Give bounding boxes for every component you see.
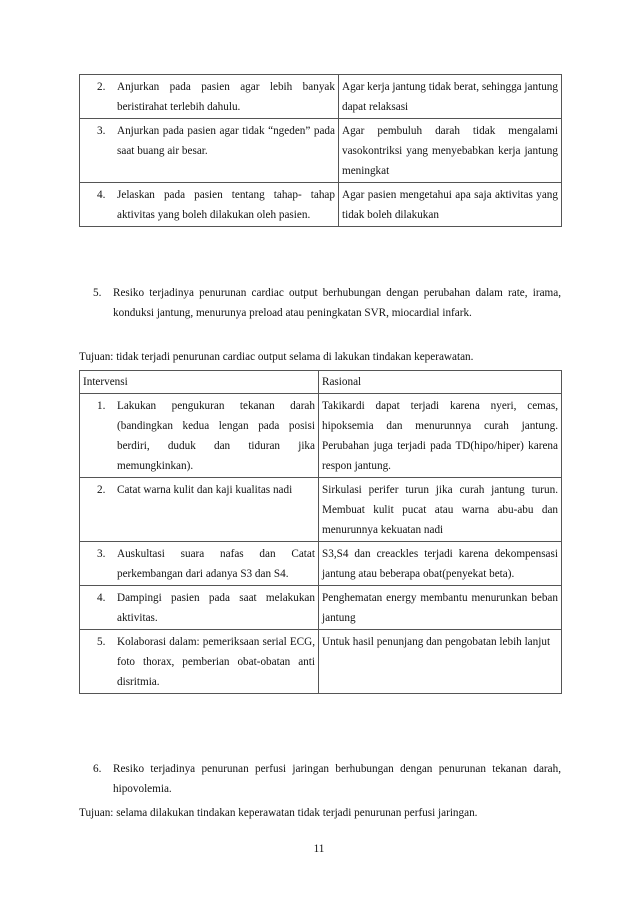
intervensi-text: Auskultasi suara nafas dan Catat perkembangan dari adanya S3 dan S4. <box>117 548 315 580</box>
table-row <box>80 586 562 630</box>
intervensi-text: Catat warna kulit dan kaji kualitas nadi <box>117 484 293 496</box>
diagnosis-text: Resiko terjadinya penurunan perfusi jaringan berhubungan dengan penurunan tekanan darah, hipovolemia. <box>113 763 561 795</box>
intervention-table-2 <box>79 370 562 694</box>
item-number: 4. <box>97 592 106 604</box>
rasional-cell: Agar pasien mengetahui apa saja aktivitas yang tidak boleh dilakukan <box>339 183 562 227</box>
intervensi-cell <box>80 183 339 227</box>
rasional-cell: Sirkulasi perifer turun jika curah jantung turun. Membuat kulit pucat atau warna abu-abu dan menurunnya kekuatan nadi <box>319 478 562 542</box>
diagnosis-5 <box>79 283 561 323</box>
rasional-cell: Agar kerja jantung tidak berat, sehingga jantung dapat relaksasi <box>339 75 562 119</box>
tujuan-5: Tujuan: tidak terjadi penurunan cardiac output selama di lakukan tindakan keperawatan. <box>79 351 474 363</box>
table-row <box>80 75 562 119</box>
intervensi-text: Anjurkan pada pasien agar lebih banyak beristirahat terlebih dahulu. <box>117 81 335 113</box>
rasional-cell: Penghematan energy membantu menurunkan beban jantung <box>319 586 562 630</box>
diagnosis-text: Resiko terjadinya penurunan cardiac output berhubungan dengan perubahan dalam rate, irama, konduksi jantung, menurunya preload atau peningkatan SVR, miocardial infark. <box>113 287 561 319</box>
table-row <box>80 183 562 227</box>
intervensi-text: Anjurkan pada pasien agar tidak “ngeden” pada saat buang air besar. <box>117 125 335 157</box>
intervensi-cell <box>80 586 319 630</box>
intervensi-text: Dampingi pasien pada saat melakukan aktivitas. <box>117 592 315 624</box>
rasional-cell: S3,S4 dan creackles terjadi karena dekompensasi jantung atau beberapa obat(penyekat beta). <box>319 542 562 586</box>
table-row <box>80 542 562 586</box>
intervensi-cell <box>80 75 339 119</box>
rasional-cell: Agar pembuluh darah tidak mengalami vasokontriksi yang menyebabkan kerja jantung meningkat <box>339 119 562 183</box>
intervensi-cell <box>80 394 319 478</box>
tujuan-6: Tujuan: selama dilakukan tindakan keperawatan tidak terjadi penurunan perfusi jaringan. <box>79 807 478 819</box>
intervensi-cell <box>80 630 319 694</box>
intervensi-cell <box>80 119 339 183</box>
diagnosis-number: 6. <box>93 763 102 775</box>
diagnosis-number: 5. <box>93 287 102 299</box>
item-number: 4. <box>97 189 106 201</box>
item-number: 1. <box>97 400 106 412</box>
table-row <box>80 630 562 694</box>
diagnosis-6 <box>79 759 561 799</box>
table-row <box>80 478 562 542</box>
header-rasional: Rasional <box>319 371 562 394</box>
intervensi-cell <box>80 478 319 542</box>
intervensi-text: Kolaborasi dalam: pemeriksaan serial ECG, foto thorax, pemberian obat-obatan anti disritmia. <box>117 636 315 688</box>
item-number: 3. <box>97 125 106 137</box>
table-row <box>80 394 562 478</box>
page-number: 11 <box>313 843 325 855</box>
item-number: 2. <box>97 81 106 93</box>
rasional-cell: Untuk hasil penunjang dan pengobatan lebih lanjut <box>319 630 562 694</box>
table-row <box>80 119 562 183</box>
rasional-cell: Takikardi dapat terjadi karena nyeri, cemas, hipoksemia dan menurunnya curah jantung. Perubahan juga terjadi pada TD(hipo/hiper) karena respon jantung. <box>319 394 562 478</box>
intervensi-cell <box>80 542 319 586</box>
table-header-row <box>80 371 562 394</box>
item-number: 2. <box>97 484 106 496</box>
intervention-table-1 <box>79 74 562 227</box>
intervensi-text: Lakukan pengukuran tekanan darah (bandingkan kedua lengan pada posisi berdiri, duduk dan tiduran jika memungkinkan). <box>117 400 315 472</box>
item-number: 3. <box>97 548 106 560</box>
intervensi-text: Jelaskan pada pasien tentang tahap- tahap aktivitas yang boleh dilakukan oleh pasien. <box>117 189 335 221</box>
item-number: 5. <box>97 636 106 648</box>
header-intervensi: Intervensi <box>80 371 319 394</box>
